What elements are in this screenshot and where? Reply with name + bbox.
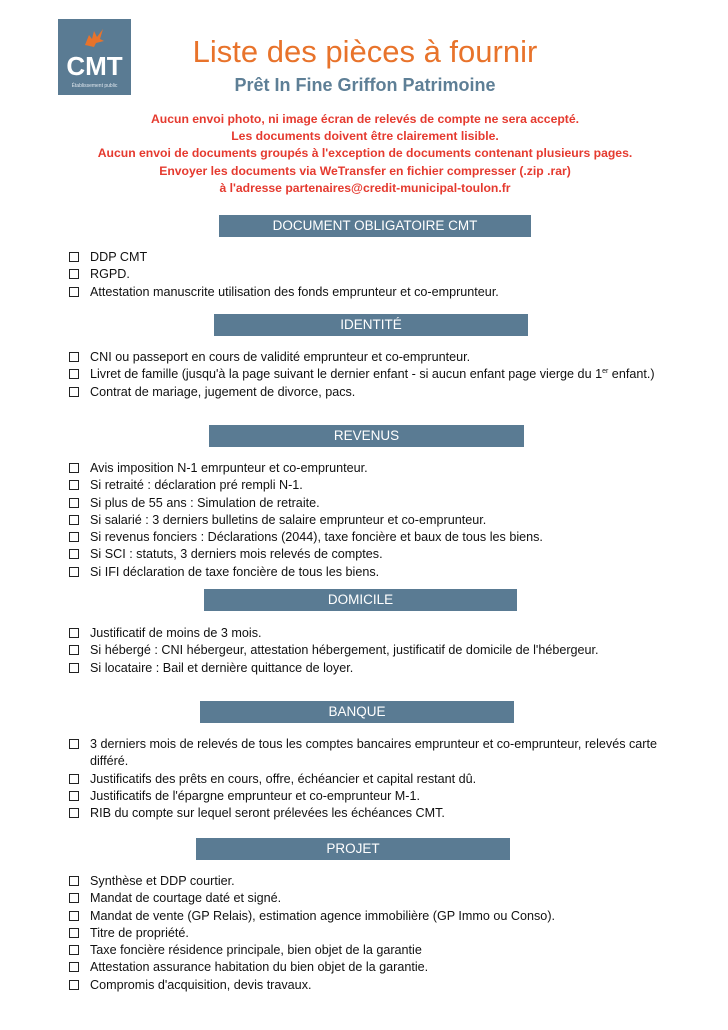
checkbox[interactable]: [69, 962, 79, 972]
checkbox[interactable]: [69, 928, 79, 938]
checkbox[interactable]: [69, 774, 79, 784]
checklist-item-label: Compromis d'acquisition, devis travaux.: [90, 977, 312, 992]
warning-line: Aucun envoi photo, ni image écran de relevés de compte ne sera accepté.: [150, 112, 580, 126]
griffon-icon: [82, 27, 106, 49]
checklist-item-label: Si salarié : 3 derniers bulletins de salaire emprunteur et co-emprunteur.: [90, 512, 487, 527]
checklist-item-label: CNI ou passeport en cours de validité emprunteur et co-emprunteur.: [90, 350, 471, 364]
checklist-item[interactable]: [69, 249, 679, 266]
checkbox[interactable]: [69, 945, 79, 955]
warning-notice: [60, 111, 670, 197]
checklist-item-label: Taxe foncière résidence principale, bien objet de la garantie: [90, 943, 422, 958]
checklist-item[interactable]: [69, 771, 679, 788]
checklist-item[interactable]: [69, 942, 679, 959]
checklist-item-label: 3 derniers mois de relevés de tous les comptes bancaires emprunteur et co-emprunteur, relevés carte différé.: [90, 737, 657, 769]
checklist-item[interactable]: [69, 477, 679, 494]
section-list-banque: [69, 736, 679, 822]
checkbox[interactable]: [69, 369, 79, 379]
checklist-item[interactable]: [69, 642, 679, 659]
section-list-revenus: [69, 460, 679, 581]
checklist-item[interactable]: [69, 660, 679, 677]
checklist-item[interactable]: [69, 564, 679, 581]
checkbox[interactable]: [69, 269, 79, 279]
checklist-item[interactable]: [69, 959, 679, 976]
section-header-projet: PROJET: [196, 838, 510, 860]
checkbox[interactable]: [69, 287, 79, 297]
checklist-item[interactable]: [69, 512, 679, 529]
checklist-item-label: Attestation assurance habitation du bien objet de la garantie.: [90, 960, 429, 975]
checklist-item[interactable]: [69, 284, 679, 301]
checklist-item[interactable]: [69, 495, 679, 512]
checklist-item-label: Si plus de 55 ans : Simulation de retraite.: [90, 495, 320, 510]
checkbox[interactable]: [69, 808, 79, 818]
checklist-item[interactable]: [69, 349, 679, 366]
checklist-item-label: Si IFI déclaration de taxe foncière de tous les biens.: [90, 564, 380, 579]
checklist-item-label: Contrat de mariage, jugement de divorce, pacs.: [90, 384, 356, 399]
checklist-item-label: Synthèse et DDP courtier.: [90, 874, 235, 888]
checklist-item-label: RIB du compte sur lequel seront prélevées les échéances CMT.: [90, 806, 445, 821]
section-header-revenus: REVENUS: [209, 425, 524, 447]
checklist-item[interactable]: [69, 546, 679, 563]
checklist-item-label: Si revenus fonciers : Déclarations (2044), taxe foncière et baux de tous les biens.: [90, 530, 543, 545]
checkbox[interactable]: [69, 515, 79, 525]
section-list-domicile: [69, 625, 679, 677]
warning-line: à l'adresse partenaires@credit-municipal-toulon.fr: [219, 180, 511, 195]
logo-subtext: Établissement public: [71, 83, 118, 89]
checkbox[interactable]: [69, 791, 79, 801]
checkbox[interactable]: [69, 480, 79, 490]
checkbox[interactable]: [69, 567, 79, 577]
checkbox[interactable]: [69, 893, 79, 903]
checklist-item-label: Titre de propriété.: [90, 925, 189, 940]
checklist-item[interactable]: [69, 529, 679, 546]
checkbox[interactable]: [69, 645, 79, 655]
checklist-item-label: Justificatif de moins de 3 mois.: [90, 626, 262, 640]
checklist-item-label: Attestation manuscrite utilisation des fonds emprunteur et co-emprunteur.: [90, 284, 499, 299]
checklist-item-label: Mandat de courtage daté et signé.: [90, 891, 282, 906]
checklist-item-label: Justificatifs des prêts en cours, offre, échéancier et capital restant dû.: [90, 771, 477, 786]
checklist-item[interactable]: [69, 736, 679, 771]
checklist-item[interactable]: [69, 908, 679, 925]
checkbox[interactable]: [69, 739, 79, 749]
checklist-item-label: Justificatifs de l'épargne emprunteur et co-emprunteur M-1.: [90, 788, 420, 803]
cmt-logo: [58, 19, 131, 95]
checklist-item-label: Si retraité : déclaration pré rempli N-1.: [90, 478, 303, 493]
checklist-item-label: Mandat de vente (GP Relais), estimation agence immobilière (GP Immo ou Conso).: [90, 908, 556, 923]
checklist-item-label: DDP CMT: [90, 250, 148, 264]
checkbox[interactable]: [69, 387, 79, 397]
checkbox[interactable]: [69, 352, 79, 362]
checkbox[interactable]: [69, 876, 79, 886]
checklist-item[interactable]: [69, 625, 679, 642]
checklist-item-label: Si hébergé : CNI hébergeur, attestation hébergement, justificatif de domicile de l'hébergeur.: [90, 643, 599, 658]
checkbox[interactable]: [69, 911, 79, 921]
warning-line: Envoyer les documents via WeTransfer en fichier compresser (.zip .rar): [159, 163, 571, 178]
checklist-item[interactable]: [69, 384, 679, 401]
section-list-projet: [69, 873, 679, 994]
checklist-item-label: Si locataire : Bail et dernière quittance de loyer.: [90, 660, 354, 675]
checklist-item-label: RGPD.: [90, 267, 130, 282]
superscript: er: [602, 368, 609, 376]
section-header-identite: IDENTITÉ: [214, 314, 528, 336]
checkbox[interactable]: [69, 628, 79, 638]
checklist-item-label: Avis imposition N-1 emrpunteur et co-emprunteur.: [90, 461, 368, 475]
checklist-item[interactable]: [69, 873, 679, 890]
warning-line: Aucun envoi de documents groupés à l'exception de documents contenant plusieurs pages.: [97, 146, 633, 161]
section-list-identite: [69, 349, 679, 401]
section-header-domicile: DOMICILE: [204, 589, 517, 611]
checkbox[interactable]: [69, 532, 79, 542]
checklist-item-label: Livret de famille (jusqu'à la page suivant le dernier enfant - si aucun enfant page vierge du 1: [90, 367, 603, 382]
checklist-item[interactable]: [69, 977, 679, 994]
section-list-document-obligatoire: [69, 249, 679, 301]
checkbox[interactable]: [69, 498, 79, 508]
page-subtitle: Prêt In Fine Griffon Patrimoine: [234, 75, 496, 95]
checklist-item-label: Si SCI : statuts, 3 derniers mois relevés de comptes.: [90, 547, 383, 562]
checklist-item[interactable]: [69, 788, 679, 805]
checklist-item[interactable]: [69, 460, 679, 477]
checklist-item-label-cont: enfant.): [608, 367, 655, 382]
checklist-item[interactable]: [69, 366, 679, 383]
checkbox[interactable]: [69, 663, 79, 673]
checkbox[interactable]: [69, 980, 79, 990]
checklist-item[interactable]: [69, 805, 679, 822]
warning-line: Les documents doivent être clairement lisible.: [231, 129, 499, 144]
checkbox[interactable]: [69, 463, 79, 473]
page-title: Liste des pièces à fournir: [192, 34, 538, 69]
section-header-document-obligatoire: DOCUMENT OBLIGATOIRE CMT: [219, 215, 531, 237]
checkbox[interactable]: [69, 252, 79, 262]
logo-text: CMT: [66, 51, 123, 81]
checklist-item[interactable]: [69, 890, 679, 907]
checklist-item[interactable]: [69, 266, 679, 283]
checkbox[interactable]: [69, 549, 79, 559]
checklist-item[interactable]: [69, 925, 679, 942]
section-header-banque: BANQUE: [200, 701, 514, 723]
